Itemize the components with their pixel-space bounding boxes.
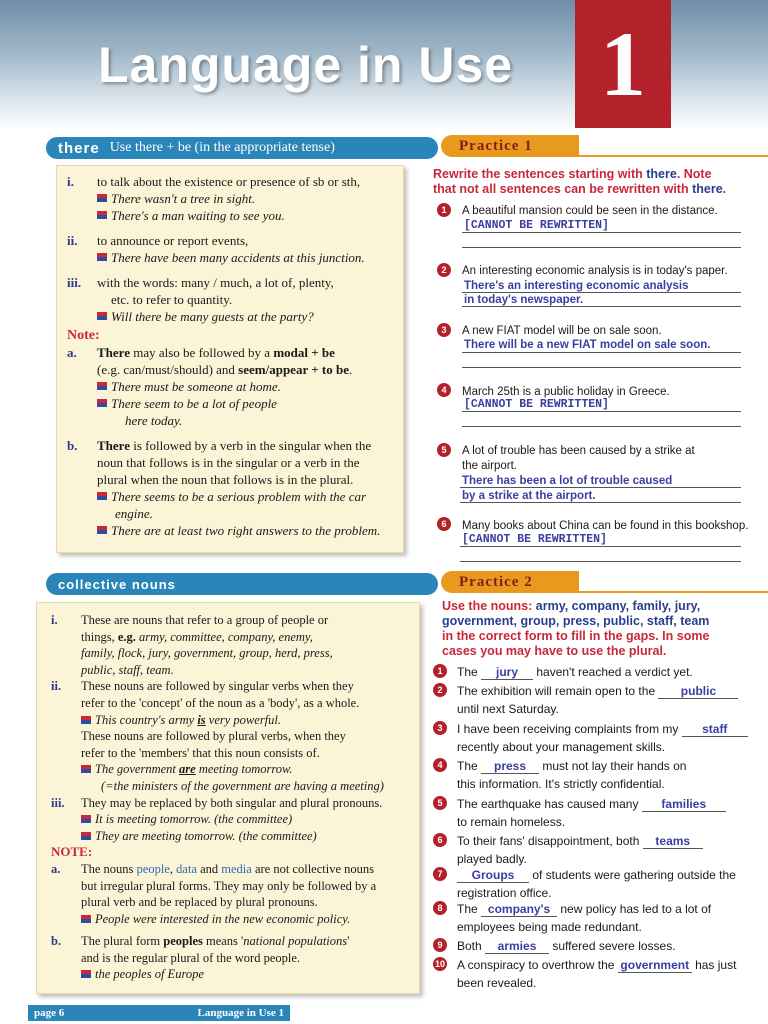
footer-book-title: Language in Use 1 bbox=[197, 1007, 284, 1019]
note-text: may also be followed by a bbox=[129, 345, 274, 360]
sentence-text: of students were gathering outside the bbox=[529, 868, 736, 882]
sentence-text-cont: recently about your management skills. bbox=[457, 740, 666, 754]
answer-line bbox=[462, 426, 741, 427]
rule-num: iii. bbox=[51, 795, 65, 810]
collective-nouns-bar bbox=[46, 573, 438, 595]
answer-text[interactable]: by a strike at the airport. bbox=[462, 490, 596, 502]
gap-sentence bbox=[457, 866, 736, 902]
sentence-text-cont: played badly. bbox=[457, 852, 527, 866]
example: It is meeting tomorrow. (the committee) bbox=[95, 812, 293, 827]
answer-line bbox=[460, 487, 741, 488]
flag-icon bbox=[97, 253, 107, 261]
gap-answer[interactable]: public bbox=[658, 684, 738, 699]
example: They are meeting tomorrow. (the committee) bbox=[95, 828, 317, 843]
question-text: A lot of trouble has been caused by a strike at bbox=[462, 445, 695, 457]
example: meeting tomorrow. bbox=[195, 762, 293, 777]
instr-keyword: army, company, family, jury, bbox=[535, 599, 701, 613]
gap-sentence bbox=[457, 956, 736, 992]
flag-icon bbox=[81, 815, 91, 823]
page-header bbox=[0, 0, 768, 130]
rule-num: ii. bbox=[51, 679, 62, 694]
answer-text[interactable]: There's an interesting economic analysis bbox=[464, 280, 689, 292]
gap-answer[interactable]: government bbox=[618, 958, 692, 973]
unit-number-box: 1 bbox=[575, 0, 671, 128]
item-number-badge: 6 bbox=[437, 517, 451, 531]
flag-icon bbox=[97, 382, 107, 390]
question-text: A beautiful mansion could be seen in the distance. bbox=[462, 205, 718, 217]
answer-line bbox=[462, 247, 741, 248]
note-text: The nouns bbox=[81, 861, 137, 876]
example: This country's army bbox=[95, 712, 198, 727]
gap-sentence bbox=[457, 900, 711, 936]
rule-text: with the words: many / much, a lot of, plenty, bbox=[97, 275, 334, 290]
rule-num: iii. bbox=[67, 275, 82, 290]
rule-text: to talk about the existence or presence of sb or sth, bbox=[97, 174, 361, 189]
flag-icon bbox=[97, 526, 107, 534]
bold-word: seem/appear + to be bbox=[238, 362, 349, 377]
answer-line bbox=[462, 232, 741, 233]
note-heading: Note: bbox=[67, 328, 100, 343]
item-number-badge: 9 bbox=[433, 938, 447, 952]
item-number-badge: 1 bbox=[433, 664, 447, 678]
keyword: data bbox=[176, 861, 197, 876]
sentence-text-cont: registration office. bbox=[457, 886, 552, 900]
gap-answer[interactable]: Groups bbox=[457, 868, 529, 883]
gap-sentence bbox=[457, 937, 676, 955]
practice1-tab: Practice 1 bbox=[441, 135, 579, 157]
note-italic: national populations bbox=[243, 934, 348, 949]
page-number: page 6 bbox=[34, 1007, 65, 1019]
sentence-text: Both bbox=[457, 939, 486, 953]
example: The government bbox=[95, 762, 180, 777]
bold-word: e.g. bbox=[117, 629, 136, 644]
sentence-text: I have been receiving complaints from my bbox=[457, 722, 682, 736]
item-number-badge: 1 bbox=[437, 203, 451, 217]
rule-num: i. bbox=[67, 174, 74, 189]
note-num: a. bbox=[67, 345, 77, 360]
answer-text[interactable]: There will be a new FIAT model on sale soon. bbox=[464, 339, 711, 351]
flag-icon bbox=[81, 970, 91, 978]
flag-icon bbox=[97, 194, 107, 202]
question-text-cont: the airport. bbox=[462, 460, 517, 472]
answer-line bbox=[462, 411, 741, 412]
rule-text-cont: etc. to refer to quantity. bbox=[111, 292, 233, 307]
flag-icon bbox=[81, 832, 91, 840]
there-rules-box bbox=[56, 165, 404, 553]
example: There's a man waiting to see you. bbox=[111, 208, 285, 223]
note-text: ' bbox=[347, 934, 350, 949]
sentence-text: must not lay their hands on bbox=[539, 759, 687, 773]
gap-answer[interactable]: teams bbox=[643, 834, 703, 849]
example: There have been many accidents at this junction. bbox=[111, 250, 365, 265]
question-text: March 25th is a public holiday in Greece. bbox=[462, 386, 670, 398]
note-text: noun that follows is in the singular or a verb in the bbox=[97, 455, 360, 470]
rule-text: These nouns are followed by plural verbs, when they bbox=[81, 729, 346, 744]
sentence-text-cont: until next Saturday. bbox=[457, 702, 559, 716]
gap-answer[interactable]: staff bbox=[682, 722, 748, 737]
note-num: b. bbox=[51, 934, 62, 949]
item-number-badge: 10 bbox=[434, 959, 445, 969]
rule-list: public, staff, team. bbox=[81, 662, 174, 677]
flag-icon bbox=[97, 211, 107, 219]
there-tag: there bbox=[58, 139, 100, 157]
sentence-text: haven't reached a verdict yet. bbox=[533, 665, 693, 679]
collective-rules-box bbox=[36, 602, 420, 994]
answer-line bbox=[462, 306, 741, 307]
example: There wasn't a tree in sight. bbox=[111, 191, 256, 206]
answer-line bbox=[462, 367, 741, 368]
instr-text: in the correct form to fill in the gaps. In some bbox=[442, 629, 710, 643]
gap-sentence bbox=[457, 757, 686, 793]
keyword: media bbox=[221, 861, 252, 876]
answer-text[interactable]: in today's newspaper. bbox=[464, 294, 584, 306]
bold-word: There bbox=[97, 345, 130, 360]
item-number-badge: 5 bbox=[437, 443, 451, 457]
example: There are at least two right answers to the problem. bbox=[111, 523, 381, 538]
item-number-badge: 8 bbox=[433, 901, 447, 915]
there-section-bar bbox=[46, 137, 438, 159]
practice1-rule bbox=[560, 155, 768, 157]
page-title: Language in Use bbox=[98, 37, 514, 93]
example: the peoples of Europe bbox=[95, 967, 204, 982]
note-text: . bbox=[348, 362, 353, 377]
note-text: is followed by a verb in the singular when the bbox=[129, 438, 372, 453]
item-number-badge: 2 bbox=[437, 263, 451, 277]
example-cont: (=the ministers of the government are having a meeting) bbox=[101, 778, 384, 793]
answer-text[interactable]: [CANNOT BE REWRITTEN] bbox=[464, 398, 609, 411]
rule-text: refer to the 'members' that this noun consists of. bbox=[81, 745, 320, 760]
example-verb: are bbox=[179, 762, 196, 777]
question-text: Many books about China can be found in this bookshop. bbox=[462, 520, 749, 532]
bold-word: There bbox=[97, 438, 130, 453]
keyword: people bbox=[136, 861, 170, 876]
rule-list: army, committee, company, enemy, bbox=[135, 629, 313, 644]
sentence-text: The bbox=[457, 759, 482, 773]
answer-text[interactable]: [CANNOT BE REWRITTEN] bbox=[464, 219, 609, 232]
example: There seems to be a serious problem with the car bbox=[111, 489, 367, 504]
bold-word: peoples bbox=[163, 934, 203, 949]
note-text: means ' bbox=[202, 934, 244, 949]
answer-text[interactable]: There has been a lot of trouble caused bbox=[462, 475, 673, 487]
answer-line bbox=[460, 546, 741, 547]
note-text: , bbox=[169, 861, 177, 876]
question-text: An interesting economic analysis is in today's paper. bbox=[462, 265, 728, 277]
example: People were interested in the new economic policy. bbox=[95, 911, 351, 926]
note-text: plural when the noun that follows is in the plural. bbox=[97, 472, 354, 487]
instr-text: cases you may have to use the plural. bbox=[442, 644, 667, 658]
rule-list: family, flock, jury, government, group, herd, press, bbox=[81, 646, 333, 661]
note-text: The plural form bbox=[81, 934, 164, 949]
answer-text[interactable]: [CANNOT BE REWRITTEN] bbox=[462, 533, 607, 546]
gap-answer[interactable]: armies bbox=[485, 939, 549, 954]
instr-text: Rewrite the sentences starting with bbox=[433, 167, 647, 181]
example: very powerful. bbox=[205, 712, 282, 727]
sentence-text: A conspiracy to overthrow the bbox=[457, 958, 618, 972]
sentence-text: suffered severe losses. bbox=[549, 939, 676, 953]
gap-sentence bbox=[457, 682, 738, 718]
rule-text: These are nouns that refer to a group of people or bbox=[81, 613, 329, 627]
question-text: A new FIAT model will be on sale soon. bbox=[462, 325, 662, 337]
sentence-text: The bbox=[457, 902, 482, 916]
gap-sentence bbox=[457, 720, 748, 756]
sentence-text-cont: this information. It's strictly confidential. bbox=[457, 777, 665, 791]
collective-tag: collective nouns bbox=[58, 576, 176, 592]
flag-icon bbox=[97, 312, 107, 320]
note-text: and bbox=[196, 861, 222, 876]
rule-num: i. bbox=[51, 613, 58, 627]
note-text: plural verb and be replaced by plural pronouns. bbox=[81, 895, 318, 910]
rule-num: ii. bbox=[67, 233, 78, 248]
instr-keyword: there bbox=[692, 182, 723, 196]
rule-text: to announce or report events, bbox=[97, 233, 249, 248]
note-text: and is the regular plural of the word people. bbox=[81, 950, 301, 965]
gap-answer[interactable]: press bbox=[481, 759, 539, 774]
item-number-badge: 3 bbox=[437, 323, 451, 337]
sentence-text: The bbox=[457, 665, 482, 679]
flag-icon bbox=[81, 915, 91, 923]
example: There seem to be a lot of people bbox=[111, 396, 277, 411]
answer-line bbox=[462, 352, 741, 353]
there-subtitle: Use there + be (in the appropriate tense) bbox=[109, 140, 335, 155]
gap-answer[interactable]: company's bbox=[481, 902, 557, 917]
note-num: a. bbox=[51, 861, 61, 876]
item-number-badge: 5 bbox=[433, 796, 447, 810]
example: There must be someone at home. bbox=[111, 379, 281, 394]
note-num: b. bbox=[67, 438, 78, 453]
instr-text: that not all sentences can be rewritten with bbox=[433, 182, 693, 196]
instr-keyword: government, group, press, public, staff, team bbox=[442, 614, 710, 628]
item-number-badge: 4 bbox=[433, 758, 447, 772]
sentence-text: To their fans' disappointment, both bbox=[457, 834, 643, 848]
bold-word: modal + be bbox=[273, 345, 335, 360]
flag-icon bbox=[81, 765, 91, 773]
rule-text: refer to the 'concept' of the noun as a 'body', as a whole. bbox=[81, 695, 360, 710]
item-number-badge: 4 bbox=[437, 383, 451, 397]
sentence-text-cont: employees being made redundant. bbox=[457, 920, 642, 934]
example-verb: is bbox=[197, 712, 206, 727]
instr-text: . bbox=[722, 182, 727, 196]
flag-icon bbox=[97, 399, 107, 407]
item-number-badge: 2 bbox=[433, 683, 447, 697]
rule-text: They may be replaced by both singular and plural pronouns. bbox=[81, 795, 383, 810]
example: Will there be many guests at the party? bbox=[111, 309, 314, 324]
gap-answer[interactable]: jury bbox=[481, 665, 533, 680]
note-heading: NOTE: bbox=[51, 844, 93, 860]
gap-sentence bbox=[457, 832, 703, 868]
rule-text: These nouns are followed by singular verbs when they bbox=[81, 679, 354, 694]
example-cont: here today. bbox=[125, 413, 183, 428]
practice2-tab: Practice 2 bbox=[441, 571, 579, 593]
page-footer bbox=[28, 1005, 290, 1021]
practice2-rule bbox=[560, 591, 768, 593]
instr-text: . Note bbox=[676, 167, 712, 181]
sentence-text: The earthquake has caused many bbox=[457, 797, 642, 811]
example-cont: engine. bbox=[115, 506, 153, 521]
rule-text: things, bbox=[81, 629, 118, 644]
sentence-text: has just bbox=[691, 958, 737, 972]
sentence-text-cont: to remain homeless. bbox=[457, 815, 566, 829]
gap-answer[interactable]: families bbox=[642, 797, 726, 812]
practice1-instructions bbox=[433, 167, 763, 197]
practice2-instructions bbox=[442, 599, 768, 659]
item-number-badge: 6 bbox=[433, 833, 447, 847]
note-text: (e.g. can/must/should) and bbox=[97, 362, 239, 377]
flag-icon bbox=[81, 716, 91, 724]
note-text: are not collective nouns bbox=[251, 861, 375, 876]
item-number-badge: 3 bbox=[433, 721, 447, 735]
sentence-text: The exhibition will remain open to the bbox=[457, 684, 659, 698]
gap-sentence bbox=[457, 795, 726, 831]
instr-keyword: there bbox=[646, 167, 677, 181]
gap-sentence bbox=[457, 663, 693, 681]
item-number-badge: 7 bbox=[433, 867, 447, 881]
answer-line bbox=[460, 502, 741, 503]
instr-text: Use the nouns: bbox=[442, 599, 536, 613]
sentence-text-cont: been revealed. bbox=[457, 976, 537, 990]
flag-icon bbox=[97, 492, 107, 500]
sentence-text: new policy has led to a lot of bbox=[557, 902, 712, 916]
note-text: but irregular plural forms. They may only be followed by a bbox=[81, 878, 377, 893]
answer-line bbox=[460, 561, 741, 562]
